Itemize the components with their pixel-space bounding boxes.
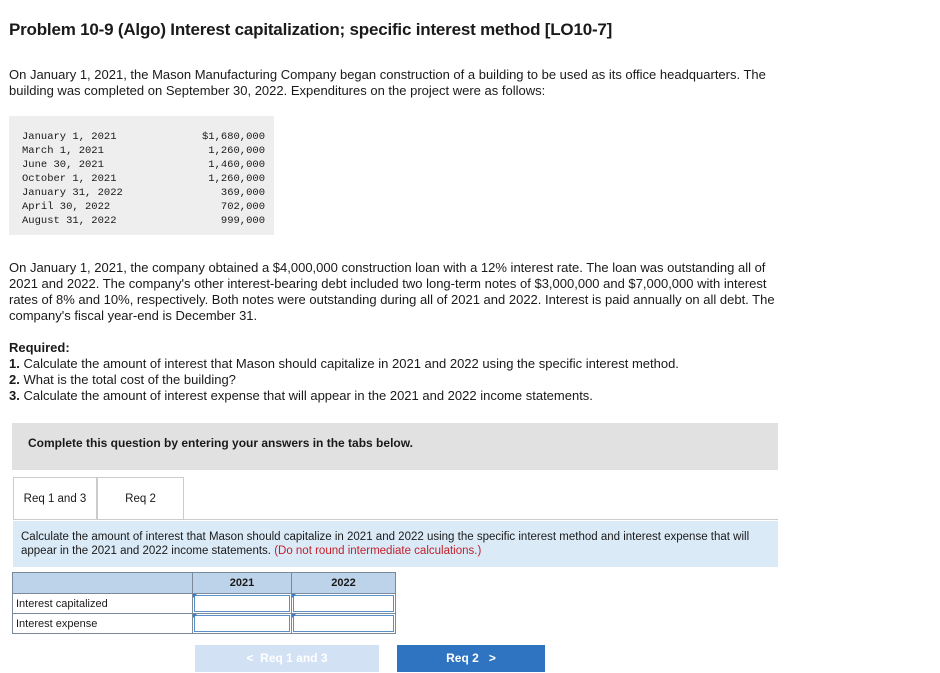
expenditure-date: October 1, 2021 bbox=[22, 173, 117, 185]
row-label-interest-expense: Interest expense bbox=[13, 614, 193, 634]
expenditure-row bbox=[22, 214, 265, 228]
complete-prompt-banner bbox=[12, 423, 778, 470]
required-heading: Required: bbox=[9, 340, 70, 355]
interest-expense-2021-input[interactable] bbox=[194, 615, 290, 632]
loan-line: 2021 and 2022. The company's other interest-bearing debt included two long-term notes of $3,000,000 and $7,000,000 with interest bbox=[9, 276, 767, 291]
tab-divider bbox=[13, 519, 778, 520]
required-item: 1. Calculate the amount of interest that Mason should capitalize in 2021 and 2022 using the specific interest method. bbox=[9, 356, 679, 371]
instructions-text: Calculate the amount of interest that Mason should capitalize in 2021 and 2022 using the specific interest method and interest expense that will appear in the 2021 and 2022 income statements. (Do not round intermediate calculations.) bbox=[21, 531, 750, 557]
expenditure-date: March 1, 2021 bbox=[22, 145, 104, 157]
input-flag-icon bbox=[292, 614, 296, 618]
instructions-panel bbox=[13, 521, 778, 567]
chevron-right-icon: > bbox=[488, 651, 496, 665]
expenditure-date: April 30, 2022 bbox=[22, 201, 111, 213]
expenditure-amount: 1,460,000 bbox=[208, 159, 265, 171]
expenditure-amount: $1,680,000 bbox=[201, 131, 265, 143]
expenditure-row bbox=[22, 130, 265, 144]
expenditure-date: January 31, 2022 bbox=[22, 187, 123, 199]
rounding-note: (Do not round intermediate calculations.) bbox=[274, 545, 482, 557]
next-tab-button[interactable] bbox=[397, 645, 545, 672]
expenditure-schedule bbox=[9, 116, 274, 235]
answer-table bbox=[12, 572, 396, 634]
answer-table-header bbox=[13, 573, 396, 594]
table-row bbox=[13, 594, 396, 614]
loan-line: On January 1, 2021, the company obtained a $4,000,000 construction loan with a 12% interest rate. The loan was outstanding all of bbox=[9, 260, 766, 275]
tab-req-2[interactable]: Req 2 bbox=[97, 477, 184, 520]
cell-2021 bbox=[193, 614, 292, 634]
column-header-2022: 2022 bbox=[292, 573, 396, 594]
prev-tab-button[interactable] bbox=[195, 645, 379, 672]
expenditure-date: August 31, 2022 bbox=[22, 215, 117, 227]
problem-title: Problem 10-9 (Algo) Interest capitalization; specific interest method [LO10-7] bbox=[9, 20, 613, 39]
expenditure-row bbox=[22, 172, 265, 186]
cell-2022 bbox=[292, 614, 396, 634]
column-header-2021: 2021 bbox=[193, 573, 292, 594]
expenditure-amount: 702,000 bbox=[220, 201, 265, 213]
expenditure-row bbox=[22, 186, 265, 200]
expenditure-row bbox=[22, 200, 265, 214]
expenditure-date: June 30, 2021 bbox=[22, 159, 104, 171]
loan-line: company's fiscal year-end is December 31. bbox=[9, 308, 258, 323]
expenditure-row bbox=[22, 158, 265, 172]
expenditure-amount: 369,000 bbox=[220, 187, 265, 199]
input-flag-icon bbox=[292, 594, 296, 598]
input-flag-icon bbox=[193, 594, 197, 598]
loan-line: rates of 8% and 10%, respectively. Both notes were outstanding during all of 2021 and 2022. Interest is paid annually on all debt. The bbox=[9, 292, 775, 307]
intro-line: building was completed on September 30, 2022. Expenditures on the project were as follows: bbox=[9, 83, 546, 98]
complete-prompt-text: Complete this question by entering your answers in the tabs below. bbox=[28, 436, 413, 450]
expenditure-row bbox=[22, 144, 265, 158]
cell-2022 bbox=[292, 594, 396, 614]
prev-tab-label: Req 1 and 3 bbox=[260, 651, 328, 665]
required-item: 2. What is the total cost of the building? bbox=[9, 372, 236, 387]
header-blank bbox=[13, 573, 193, 594]
input-flag-icon bbox=[193, 614, 197, 618]
cell-2021 bbox=[193, 594, 292, 614]
row-label-interest-capitalized: Interest capitalized bbox=[13, 594, 193, 614]
loan-paragraph bbox=[9, 260, 869, 324]
expenditure-amount: 1,260,000 bbox=[208, 145, 265, 157]
next-tab-label: Req 2 bbox=[446, 651, 479, 665]
interest-expense-2022-input[interactable] bbox=[293, 615, 394, 632]
interest-capitalized-2022-input[interactable] bbox=[293, 595, 394, 612]
required-section bbox=[9, 340, 679, 404]
intro-paragraph bbox=[9, 67, 869, 99]
table-row bbox=[13, 614, 396, 634]
expenditure-amount: 1,260,000 bbox=[208, 173, 265, 185]
tab-req-1-and-3[interactable]: Req 1 and 3 bbox=[13, 477, 97, 520]
interest-capitalized-2021-input[interactable] bbox=[194, 595, 290, 612]
chevron-left-icon: < bbox=[246, 651, 254, 665]
expenditure-date: January 1, 2021 bbox=[22, 131, 117, 143]
intro-line: On January 1, 2021, the Mason Manufacturing Company began construction of a building to be used as its office headquarters. The bbox=[9, 67, 766, 82]
required-item: 3. Calculate the amount of interest expense that will appear in the 2021 and 2022 income statements. bbox=[9, 388, 593, 403]
expenditure-amount: 999,000 bbox=[220, 215, 265, 227]
